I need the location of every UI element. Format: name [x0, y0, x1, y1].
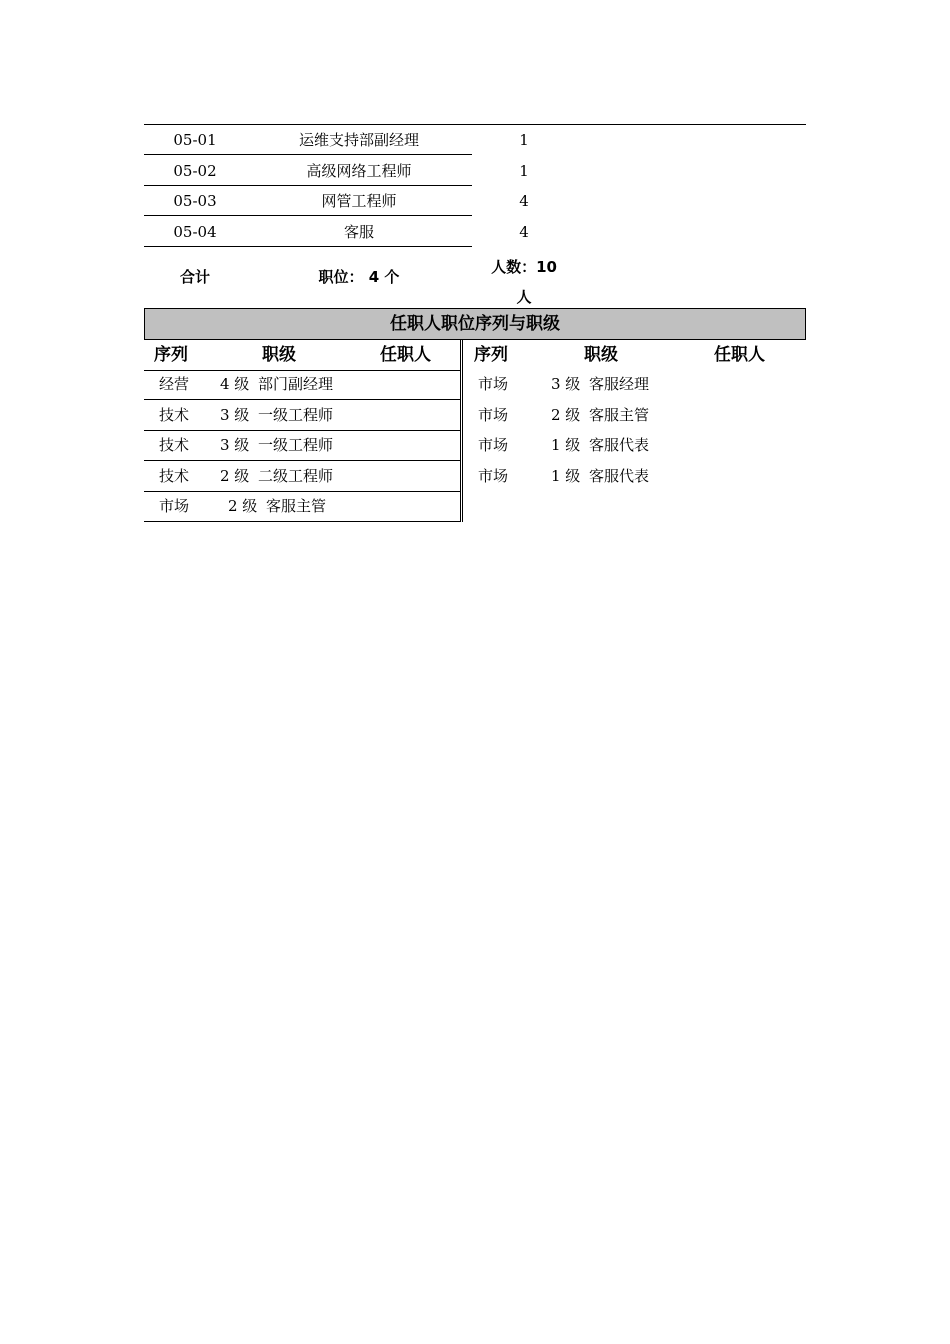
- row-level: 1 级: [551, 467, 581, 485]
- row-sequence: 经营: [159, 375, 190, 393]
- row-level: 3 级: [551, 375, 581, 393]
- position-count: 4: [519, 223, 529, 241]
- header-sequence-right: 序列: [474, 345, 508, 365]
- row-position: 一级工程师: [258, 406, 334, 424]
- row-position: 客服主管: [589, 406, 650, 424]
- grade-row: [144, 461, 460, 492]
- row-level: 3 级: [220, 406, 250, 424]
- row-sequence: 市场: [478, 375, 509, 393]
- row-sequence: 市场: [159, 497, 190, 515]
- row-position: 客服代表: [589, 467, 650, 485]
- row-rule: [144, 154, 472, 155]
- row-sequence: 技术: [159, 406, 190, 424]
- row-sequence: 市场: [478, 467, 509, 485]
- row-position: 客服主管: [266, 497, 327, 515]
- position-count: 1: [519, 162, 529, 180]
- header-holder-right: 任职人: [714, 345, 765, 365]
- grade-row: [464, 461, 804, 491]
- row-level: 4 级: [220, 375, 250, 393]
- grade-row: [144, 400, 460, 431]
- totals-label: 合计: [179, 268, 210, 286]
- position-row: [144, 156, 806, 186]
- header-grade-right: 职级: [584, 345, 618, 365]
- row-sequence: 市场: [478, 406, 509, 424]
- row-position: 部门副经理: [258, 375, 334, 393]
- totals-row: [144, 248, 806, 308]
- totals-positions: 职位： 4 个: [318, 268, 400, 286]
- row-level: 3 级: [220, 436, 250, 454]
- header-sequence-left: 序列: [154, 345, 188, 365]
- column-divider: [460, 339, 463, 522]
- position-title: 客服: [343, 223, 374, 241]
- section-title: 任职人职位序列与职级: [144, 308, 806, 340]
- grade-row: [464, 430, 804, 460]
- position-title: 网管工程师: [321, 192, 397, 210]
- position-count: 4: [519, 192, 529, 210]
- row-level: 1 级: [551, 436, 581, 454]
- row-sequence: 市场: [478, 436, 509, 454]
- row-rule: [144, 246, 472, 247]
- position-row: [144, 217, 806, 247]
- position-code: 05-04: [173, 223, 217, 241]
- position-code: 05-01: [173, 131, 217, 149]
- row-rule: [144, 215, 472, 216]
- position-row: [144, 125, 806, 155]
- row-position: 客服代表: [589, 436, 650, 454]
- header-grade-left: 职级: [262, 345, 296, 365]
- row-position: 客服经理: [589, 375, 650, 393]
- totals-people: [474, 252, 574, 312]
- row-level: 2 级: [220, 467, 250, 485]
- grade-row: [464, 400, 804, 430]
- position-title: 高级网络工程师: [306, 162, 412, 180]
- position-row: [144, 186, 806, 216]
- grade-row: [464, 369, 804, 399]
- row-sequence: 技术: [159, 467, 190, 485]
- grade-row: [144, 430, 460, 461]
- position-code: 05-03: [173, 192, 217, 210]
- totals-people-line2: 人: [516, 288, 532, 306]
- header-holder-left: 任职人: [380, 345, 431, 365]
- row-position: 一级工程师: [258, 436, 334, 454]
- row-position: 二级工程师: [258, 467, 334, 485]
- position-code: 05-02: [173, 162, 217, 180]
- position-title: 运维支持部副经理: [298, 131, 419, 149]
- grade-row: [144, 369, 460, 400]
- totals-people-line1: 人数：10: [491, 258, 557, 276]
- row-level: 2 级: [551, 406, 581, 424]
- row-sequence: 技术: [159, 436, 190, 454]
- row-level: 2 级: [228, 497, 258, 515]
- position-count: 1: [519, 131, 529, 149]
- grade-row: [144, 491, 460, 522]
